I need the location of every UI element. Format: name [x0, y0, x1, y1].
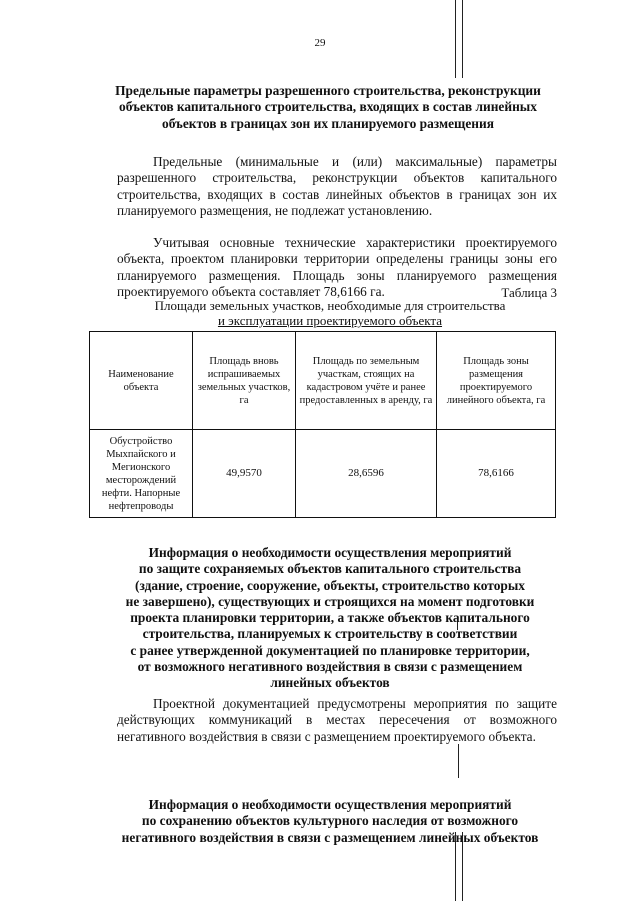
header-zone-area: Площадь зоны размещения проектируемого линейного объекта, га [437, 332, 556, 430]
caption-line: Площади земельных участков, необходимые для строительства [154, 298, 506, 313]
heading-line: от возможного негативного воздействия в связи с размещением [137, 659, 523, 675]
land-area-table [89, 331, 556, 518]
scan-line [458, 744, 459, 778]
cell-zone-area: 78,6166 [437, 430, 556, 518]
heading-line: Предельные параметры разрешенного строительства, реконструкции [115, 83, 541, 98]
heading-line: объектов капитального строительства, входящих в состав линейных [119, 99, 537, 115]
heading-line: линейных объектов [270, 675, 390, 691]
header-new-area: Площадь вновь испрашиваемых земельных участков, га [193, 332, 296, 430]
heading-line: негативного воздействия в связи с размещением линейных объектов [121, 829, 539, 845]
heading-line: строительства, планируемых к строительству в соответствии [142, 626, 518, 642]
cell-new-area: 49,9570 [193, 430, 296, 518]
table-caption [80, 298, 580, 328]
section-heading-parameters [78, 83, 578, 132]
heading-line: по защите сохраняемых объектов капитального строительства [138, 561, 522, 577]
heading-line: Информация о необходимости осуществления мероприятий [148, 797, 512, 812]
heading-line: по сохранению объектов культурного наследия от возможного [141, 813, 519, 829]
heading-line: не завершено), существующих и строящихся на момент подготовки [125, 593, 535, 609]
paragraph-protection-measures: Проектной документацией предусмотрены мероприятия по защите действующих коммуникаций в местах пересечения от возможного негативного воздействия в связи с размещением проектируемого объекта. [117, 696, 557, 744]
paragraph-zone-area: Учитывая основные технические характеристики проектируемого объекта, проектом планировки территории определены границы зоны его планируемого размещения. Площадь зоны планируемого размещения проектируемого объекта составляет 78,6166 га. [117, 235, 557, 299]
header-object-name: Наименование объекта [90, 332, 193, 430]
heading-line: (здание, строение, сооружение, объекты, строительство которых [134, 577, 525, 593]
section-heading-protection [80, 545, 580, 692]
heading-line: проекта планировки территории, а также объектов капитального [130, 610, 530, 626]
cell-object-name: Обустройство Мыхпайского и Мегионского месторождений нефти. Напорные нефтепроводы [90, 430, 193, 518]
page-number: 29 [314, 37, 326, 49]
table-header-row [90, 332, 556, 430]
paragraph-parameters: Предельные (минимальные и (или) максимальные) параметры разрешенного строительства, реконструкции объектов капитального строительства, входящих в состав линейных объектов в границах зон их планируемого размещения, не подлежат установлению. [117, 154, 557, 218]
table-row [90, 430, 556, 518]
table-label: Таблица 3 [501, 285, 557, 300]
section-heading-cultural-heritage [80, 797, 580, 846]
heading-line: с ранее утвержденной документацией по планировке территории, [130, 642, 530, 658]
heading-line: Информация о необходимости осуществления мероприятий [148, 545, 512, 560]
header-leased-area: Площадь по земельным участкам, стоящих на кадастровом учёте и ранее предоставленных в аренду, га [296, 332, 437, 430]
caption-line: и эксплуатации проектируемого объекта [217, 313, 443, 328]
heading-line: объектов в границах зон их планируемого размещения [162, 115, 494, 131]
cell-leased-area: 28,6596 [296, 430, 437, 518]
